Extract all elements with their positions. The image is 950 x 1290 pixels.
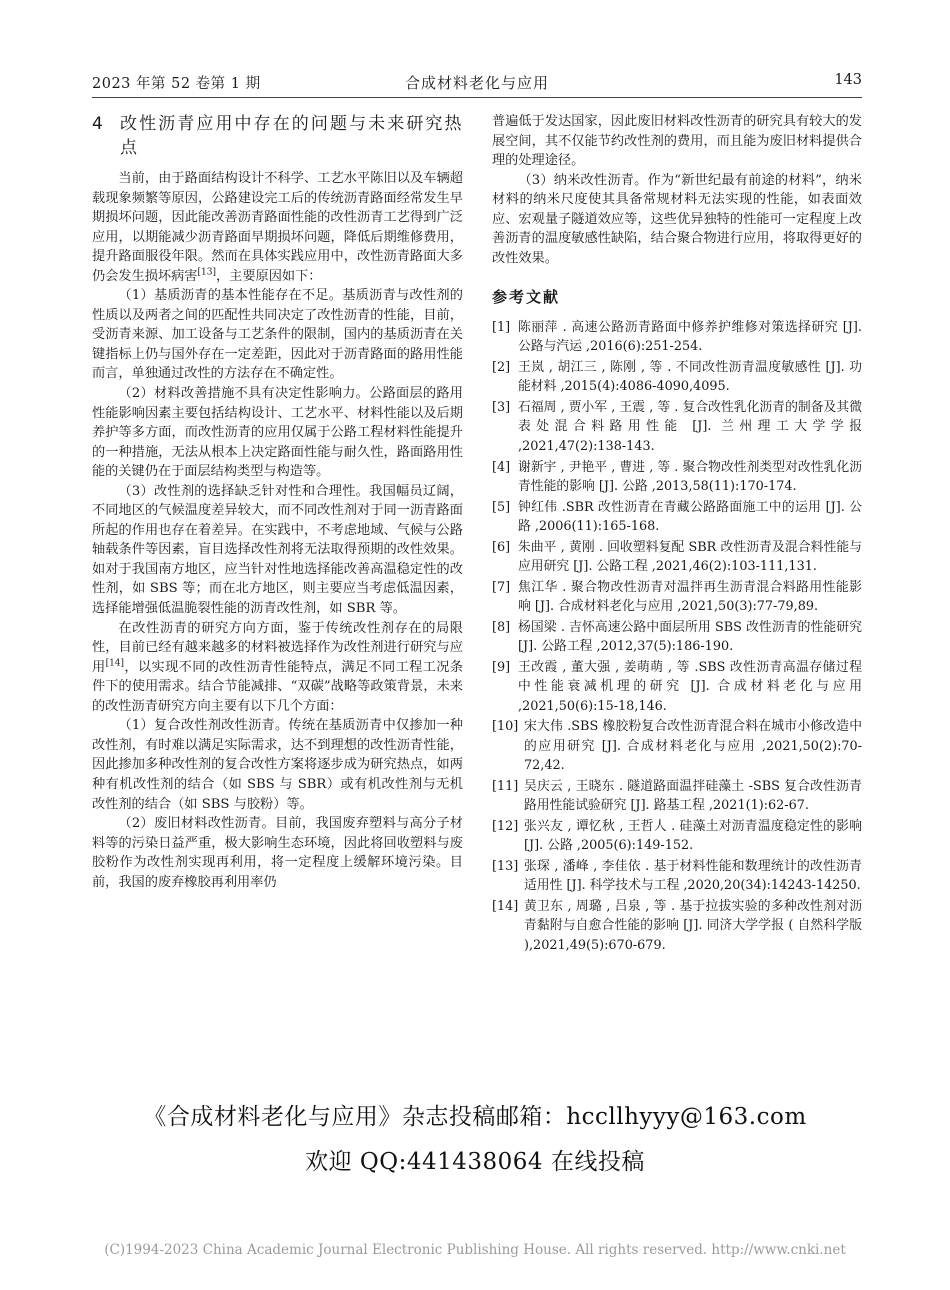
- page-number: 143: [834, 72, 862, 88]
- reference-item: [2] 王岚 , 胡江三 , 陈刚 , 等 . 不同改性沥青温度敏感性 [J]. 功能材料 ,2015(4):4086-4090,4095.: [492, 360, 862, 395]
- paragraph: （1）复合改性剂改性沥青。传统在基质沥青中仅掺加一种改性剂，有时难以满足实际需求，达不到理想的改性沥青性能，因此掺加多种改性剂的复合改性方案将逐步成为研究热点，如两种有机改性剂的结合（如 SBS 与 SBR）或有机改性剂与无机改性剂的结合（如 SBS 与胶粉）等。: [92, 718, 463, 812]
- running-header: [92, 72, 862, 96]
- reference-item: [9] 王改霞 , 董大强 , 姜萌萌 , 等 .SBS 改性沥青高温存储过程中性能衰减机理的研究 [J]. 合成材料老化与应用 ,2021,50(6):15-18,146.: [492, 659, 862, 714]
- paragraph: （3）纳米改性沥青。作为“新世纪最有前途的材料”，纳米材料的纳米尺度使其具备常规材料无法实现的性能，如表面效应、宏观量子隧道效应等，这些优异独特的性能可一定程度上改善沥青的温度敏感性缺陷，结合聚合物进行应用，将取得更好的改性效果。: [492, 172, 862, 266]
- reference-item: [3] 石福周 , 贾小军 , 王震 , 等 . 复合改性乳化沥青的制备及其微表处混合料路用性能 [J]. 兰州理工大学学报 ,2021,47(2):138-143.: [492, 400, 862, 454]
- reference-list: [492, 318, 862, 955]
- reference-item: [6] 朱曲平 , 黄刚 . 回收塑料复配 SBR 改性沥青及混合料性能与应用研究 [J]. 公路工程 ,2021,46(2):103-111,131.: [492, 539, 862, 574]
- journal-title: 合成材料老化与应用: [404, 74, 549, 92]
- left-column: [92, 112, 463, 892]
- citation[interactable]: [13]: [197, 267, 216, 278]
- reference-item: [7] 焦江华 . 聚合物改性沥青对温拌再生沥青混合料路用性能影响 [J]. 合成材料老化与应用 ,2021,50(3):77-79,89.: [492, 579, 862, 615]
- references-heading: 参考文献: [492, 288, 561, 307]
- paragraph: （3）改性剂的选择缺乏针对性和合理性。我国幅员辽阔，不同地区的气候温度差异较大，而不同改性剂对于同一沥青路面所起的作用也存在着差异。在实践中，不考虑地域、气候与公路轴载条件等因素，盲目选择改性剂将无法取得预期的改性效果。如对于我国南方地区，应当针对性地选择能改善高温稳定性的改性剂，如 SBS 等；而在北方地区，则主要应当考虑低温因素，选择能增强低温脆裂性能的沥青改性剂，如 SBR 等。: [92, 483, 463, 617]
- section-heading: [92, 112, 463, 160]
- reference-item: [11] 吴庆云 , 王晓东 . 隧道路面温拌硅藻土 -SBS 复合改性沥青路用性能试验研究 [J]. 路基工程 ,2021(1):62-67.: [492, 778, 862, 814]
- section-title: 改性沥青应用中存在的问题与未来研究热点: [120, 114, 463, 158]
- issue-info: 2023 年第 52 卷第 1 期: [92, 76, 261, 92]
- copyright-notice: (C)1994-2023 China Academic Journal Electronic Publishing House. All rights reserved. http://www.cnki.net: [104, 1242, 846, 1258]
- paragraph: （2）废旧材料改性沥青。目前，我国废弃塑料与高分子材料等的污染日益严重，极大影响生态环境，因此将回收塑料与废胶粉作为改性剂实现再利用，将一定程度上缓解环境污染。目前，我国的废弃橡胶再利用率仍: [92, 816, 463, 890]
- reference-item: [12] 张兴友 , 谭忆秋 , 王哲人 . 硅藻土对沥青温度稳定性的影响 [J]. 公路 ,2005(6):149-152.: [492, 818, 862, 854]
- paragraph: （2）材料改善措施不具有决定性影响力。公路面层的路用性能影响因素主要包括结构设计、工艺水平、材料性能以及后期养护等多方面，而改性沥青的应用仅属于公路工程材料性能提升的一种措施，无法从根本上决定路面性能与耐久性，路面路用性能的关键仍在于面层结构类型与构造等。: [92, 386, 463, 480]
- reference-item: [14] 黄卫东 , 周璐 , 吕泉 , 等 . 基于拉拔实验的多种改性剂对沥青黏附与自愈合性能的影响 [J]. 同济大学学报 ( 自然科学版 ),2021,49(5):670-679.: [492, 899, 862, 953]
- reference-item: [13] 张琛 , 潘峰 , 李佳依 . 基于材料性能和数理统计的改性沥青适用性 [J]. 科学技术与工程 ,2020,20(34):14243-14250.: [492, 858, 862, 894]
- submission-email-notice: 《合成材料老化与应用》杂志投稿邮箱：hccllhyyy@163.com: [143, 1104, 807, 1130]
- citation[interactable]: [14]: [105, 658, 125, 669]
- paragraph: （1）基质沥青的基本性能存在不足。基质沥青与改性剂的性质以及两者之间的匹配性共同决定了改性沥青的性能，目前，受沥青来源、加工设备与工艺条件的限制，国内的基质沥青在关键指标上仍与国外存在一定差距，因此对于沥青路面的路用性能而言，单独通过改性的方法存在不确定性。: [92, 288, 463, 382]
- right-column: [492, 112, 862, 956]
- reference-item: [4] 谢新宇 , 尹艳平 , 曹进 , 等 . 聚合物改性剂类型对改性乳化沥青性能的影响 [J]. 公路 ,2013,58(11):170-174.: [492, 459, 862, 494]
- submission-qq-notice: 欢迎 QQ:441438064 在线投稿: [305, 1149, 645, 1175]
- section-number: 4: [92, 114, 105, 134]
- paragraph: 当前，由于路面结构设计不科学、工艺水平陈旧以及车辆超载现象频繁等原因，公路建设完工后的传统沥青路面经常发生早期损坏问题，因此能改善沥青路面性能的改性沥青工艺得到广泛应用，以期能减少沥青路面早期损坏问题，降低后期维修费用，提升路面服役年限。然而在具体实践应用中，改性沥青路面大多仍会发生损坏病害[13]，主要原因如下：: [92, 171, 463, 284]
- reference-item: [5] 钟红伟 .SBR 改性沥青在青藏公路路面施工中的运用 [J]. 公路 ,2006(11):165-168.: [492, 499, 862, 534]
- paragraph: 普遍低于发达国家，因此废旧材料改性沥青的研究具有较大的发展空间，其不仅能节约改性剂的费用，而且能为废旧材料提供合理的处理途径。: [492, 114, 862, 169]
- paragraph: 在改性沥青的研究方向方面，鉴于传统改性剂存在的局限性，目前已经有越来越多的材料被选择作为改性剂进行研究与应用[14]，以实现不同的改性沥青性能特点，满足不同工程工况条件下的使用需求。结合节能减排、“双碳”战略等政策背景，未来的改性沥青研究方向主要有以下几个方面：: [92, 620, 464, 714]
- reference-item: [1] 陈丽萍 . 高速公路沥青路面中修养护维修对策选择研究 [J]. 公路与汽运 ,2016(6):251-254.: [492, 319, 862, 355]
- reference-item: [8] 杨国梁 . 吉怀高速公路中面层所用 SBS 改性沥青的性能研究 [J]. 公路工程 ,2012,37(5):186-190.: [492, 619, 862, 655]
- header-rule: [92, 97, 862, 98]
- reference-item: [10] 宋大伟 .SBS 橡胶粉复合改性沥青混合料在城市小修改造中的应用研究 [J]. 合成材料老化与应用 ,2021,50(2):70-72,42.: [492, 719, 862, 773]
